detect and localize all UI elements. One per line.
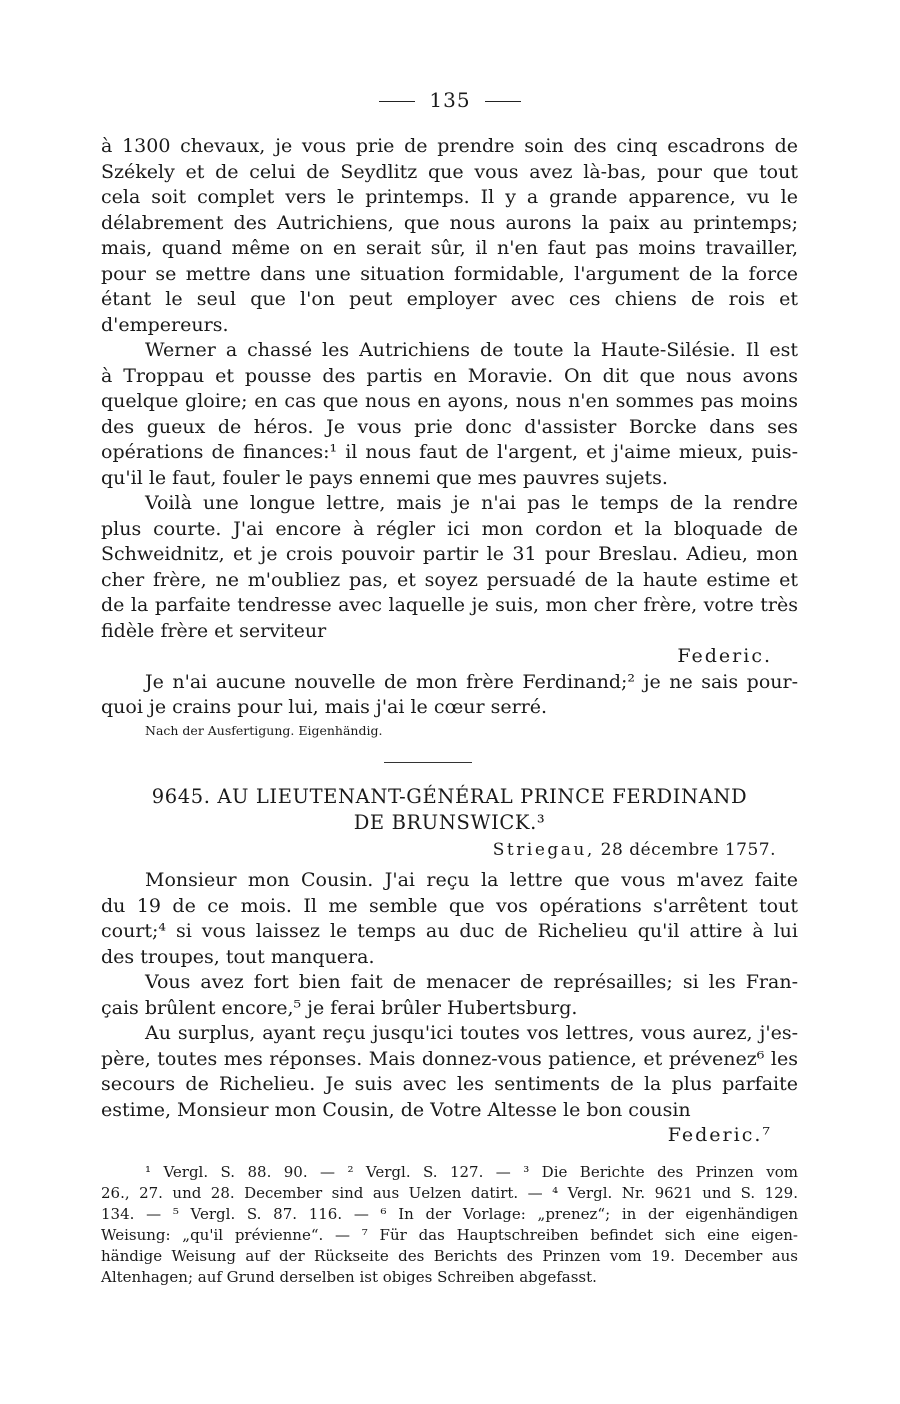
footnotes <box>101 1162 798 1288</box>
text-line: Székely et de celui de Seydlitz que vous avez là-bas, pour que tout <box>101 160 798 183</box>
footnote-line: 26., 27. und 28. December sind aus Uelzen datirt. — ⁴ Vergl. Nr. 9621 und S. 129. <box>101 1184 798 1202</box>
footnote-line: Weisung: „qu'il prévienne“. — ⁷ Für das Hauptschreiben befindet sich eine eigen- <box>101 1226 798 1244</box>
text-line: Schweidnitz, et je crois pouvoir partir le 31 pour Breslau. Adieu, mon <box>101 543 798 565</box>
footnote-line: 134. — ⁵ Vergl. S. 87. 116. — ⁶ In der Vorlage: „prenez“; in der eigenhändigen <box>101 1205 798 1223</box>
text-line: fidèle frère et serviteur <box>101 619 327 642</box>
letter1-text <box>101 134 798 741</box>
page-number-dash-left <box>379 101 415 102</box>
place-date <box>493 840 776 860</box>
text-line: qu'il le faut, fouler le pays ennemi que mes pauvres sujets. <box>101 466 668 489</box>
text-line: d'empereurs. <box>101 313 229 336</box>
postscript-line: quoi je crains pour lui, mais j'ai le cœur serré. <box>101 696 548 718</box>
text-line: Vous avez fort bien fait de menacer de représailles; si les Fran- <box>145 971 798 993</box>
text-line: à Troppau et pousse des partis en Moravie. On dit que nous avons <box>101 364 798 387</box>
text-line: Werner a chassé les Autrichiens de toute la Haute-Silésie. Il est <box>145 339 798 361</box>
page-number <box>0 88 900 112</box>
text-line: de la parfaite tendresse avec laquelle je suis, mon cher frère, votre très <box>101 594 798 616</box>
section-separator <box>384 762 472 763</box>
text-line: estime, Monsieur mon Cousin, de Votre Altesse le bon cousin <box>101 1098 691 1121</box>
text-line: à 1300 chevaux, je vous prie de prendre soin des cinq escadrons de <box>101 135 798 157</box>
text-line: Monsieur mon Cousin. J'ai reçu la lettre que vous m'avez faite <box>145 869 798 891</box>
footnote-line: Altenhagen; auf Grund derselben ist obiges Schreiben abgefasst. <box>101 1268 597 1286</box>
text-line: des troupes, tout manquera. <box>101 945 375 968</box>
footnote-line: ¹ Vergl. S. 88. 90. — ² Vergl. S. 127. — ³ Die Berichte des Prinzen vom <box>145 1163 798 1181</box>
text-line: quelque gloire; en cas que nous en ayons, nous n'en sommes pas moins <box>101 390 798 412</box>
text-line: cela soit complet vers le printemps. Il y a grande apparence, vu le <box>101 186 798 208</box>
page-number-text: 135 <box>429 88 471 112</box>
signature: Federic. <box>677 645 772 667</box>
text-line: du 19 de ce mois. Il me semble que vos opérations s'arrêtent tout <box>101 894 798 917</box>
date: 28 décembre 1757. <box>600 840 776 860</box>
text-line: opérations de finances:¹ il nous faut de l'argent, et j'aime mieux, puis- <box>101 441 798 463</box>
text-line: çais brûlent encore,⁵ je ferai brûler Hubertsburg. <box>101 996 578 1019</box>
text-line: secours de Richelieu. Je suis avec les sentiments de la plus parfaite <box>101 1073 798 1095</box>
heading-line: 9645. AU LIEUTENANT-GÉNÉRAL PRINCE FERDINAND <box>151 785 748 808</box>
text-line: court;⁴ si vous laissez le temps au duc de Richelieu qu'il attire à lui <box>101 920 798 942</box>
heading-line: DE BRUNSWICK.³ <box>353 811 546 834</box>
text-line: étant le seul que l'on peut employer avec ces chiens de rois et <box>101 288 798 310</box>
postscript-line: Je n'ai aucune nouvelle de mon frère Ferdinand;² je ne sais pour- <box>145 670 798 693</box>
text-line: mais, quand même on en serait sûr, il n'en faut pas moins travailler, <box>101 237 798 259</box>
text-line: père, toutes mes réponses. Mais donnez-vous patience, et prévenez⁶ les <box>101 1047 798 1070</box>
source-note: Nach der Ausfertigung. Eigenhändig. <box>145 722 383 738</box>
text-line: plus courte. J'ai encore à régler ici mon cordon et la bloquade de <box>101 517 798 540</box>
text-line: Voilà une longue lettre, mais je n'ai pas le temps de la rendre <box>145 492 798 514</box>
footnote-line: händige Weisung auf der Rückseite des Berichts des Prinzen vom 19. December aus <box>101 1247 798 1265</box>
letter2-text <box>101 868 798 1149</box>
page-number-dash-right <box>485 101 521 102</box>
text-line: cher frère, ne m'oubliez pas, et soyez persuadé de la haute estime et <box>101 568 798 591</box>
signature: Federic.⁷ <box>667 1124 772 1146</box>
letter-heading <box>101 784 798 836</box>
text-line: délabrement des Autrichiens, que nous aurons la paix au printemps; <box>101 211 798 234</box>
text-line: Au surplus, ayant reçu jusqu'ici toutes vos lettres, vous aurez, j'es- <box>145 1022 798 1044</box>
text-line: pour se mettre dans une situation formidable, l'argument de la force <box>101 262 798 285</box>
text-line: des gueux de héros. Je vous prie donc d'assister Borcke dans ses <box>101 415 798 438</box>
place: Striegau, <box>492 840 595 860</box>
